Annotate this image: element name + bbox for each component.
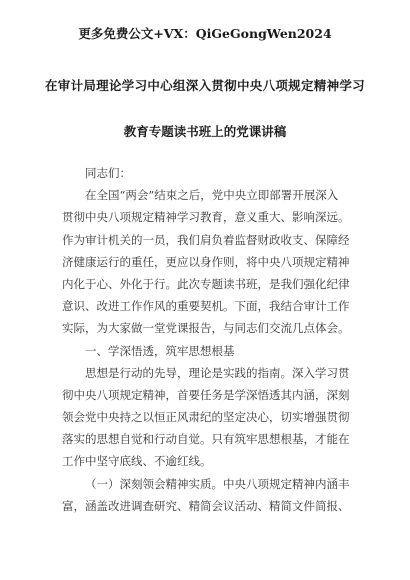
body-line: 实际，为大家做一堂党课报告，与同志们交流几点体会。 xyxy=(62,321,350,336)
body-line: （一）深刻领会精神实质。中央八项规定精神内涵丰 xyxy=(85,476,350,491)
body-line: 贯彻中央八项规定精神学习教育，意义重大、影响深远。 xyxy=(62,210,350,225)
body-line: 领会党中央持之以恒正风肃纪的坚定决心，切实增强贯彻 xyxy=(62,410,350,425)
body-line: 思想是行动的先导，理论是实践的指南。深入学习贯 xyxy=(85,365,350,380)
body-line: 一、学深悟透，筑牢思想根基 xyxy=(85,343,235,358)
body-line: 意识、改进工作作风的重要契机。下面，我结合审计工作 xyxy=(62,299,350,314)
document-body xyxy=(62,162,348,517)
body-line: 同志们： xyxy=(85,166,131,180)
body-line: 落实的思想自觉和行动自觉。只有筑牢思想根基，才能在 xyxy=(62,432,350,447)
body-line: 彻中央八项规定精神，首要任务是学深悟透其内涵，深刻 xyxy=(62,387,350,402)
body-line: 富，涵盖改进调查研究、精简会议活动、精简文件简报、 xyxy=(62,498,350,513)
body-line: 济健康运行的重任，更应以身作则，将中央八项规定精神 xyxy=(62,254,350,269)
body-line: 在全国“两会”结束之后，党中央立即部署开展深入 xyxy=(85,188,339,203)
body-line: 工作中坚守底线、不逾红线。 xyxy=(62,454,212,469)
body-line: 内化于心、外化于行。此次专题读书班，是我们强化纪律 xyxy=(62,276,350,291)
title-line-2: 教育专题读书班上的党课讲稿 xyxy=(123,124,287,139)
body-line: 作为审计机关的一员，我们肩负着监督财政收支、保障经 xyxy=(62,232,350,247)
title-line-1: 在审计局理论学习中心组深入贯彻中央八项规定精神学习 xyxy=(44,78,365,93)
watermark-header: 更多免费公文+VX：QiGeGongWen2024 xyxy=(78,26,332,41)
